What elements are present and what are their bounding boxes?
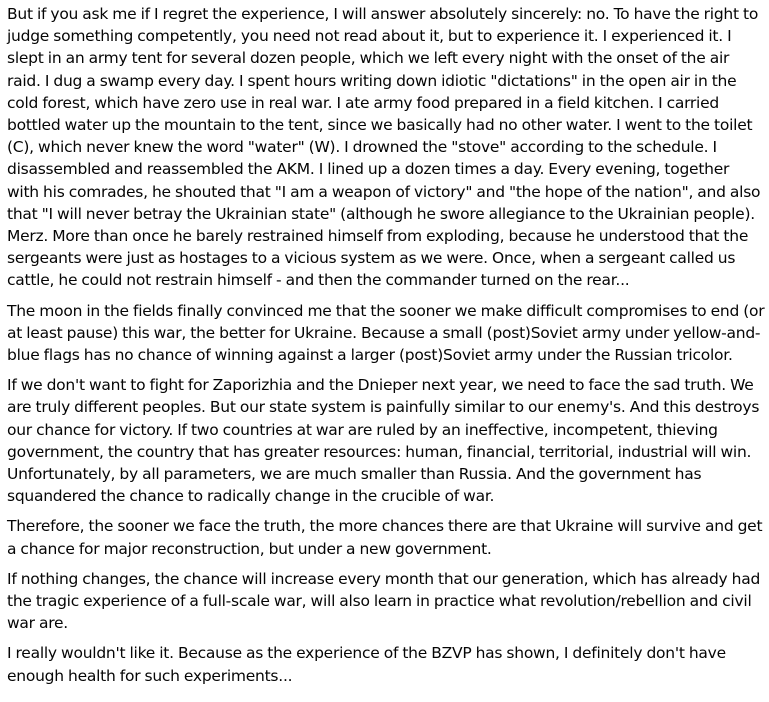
post-paragraph: The moon in the fields finally convinced me that the sooner we make difficult compromises to end (or at least pause) this war, the better for Ukraine. Because a small (post)Soviet army under yellow-and-blue flags has no chance of winning against a larger (post)Soviet army under the Russian tricolor. — [7, 301, 765, 365]
post-paragraph: Therefore, the sooner we face the truth, the more chances there are that Ukraine will survive and get a chance for major reconstruction, but under a new government. — [7, 517, 763, 558]
post-paragraph: If nothing changes, the chance will increase every month that our generation, which has already had the tragic experience of a full-scale war, will also learn in practice what revolution/rebellion and civil war are. — [7, 569, 761, 633]
post-paragraph: If we don't want to fight for Zaporizhia and the Dnieper next year, we need to face the sad truth. We are truly different peoples. But our state system is painfully similar to our enemy's. And this destroys our chance for victory. If two countries at war are ruled by an ineffective, incompetent, thieving government, the country that has greater resources: human, financial, territorial, industrial will win. Unfortunately, by all parameters, we are much smaller than Russia. And the government has squandered the chance to radically change in the crucible of war. — [7, 376, 760, 506]
post-paragraph: But if you ask me if I regret the experience, I will answer absolutely sincerely: no. To have the right to judge something competently, you need not read about it, but to experience it. I experienced it. I slept in an army tent for several dozen people, which we left every night with the onset of the air raid. I dug a swamp every day. I spent hours writing down idiotic "dictations" in the open air in the cold forest, which have zero use in real war. I ate army food prepared in a field kitchen. I carried bottled water up the mountain to the tent, since we basically had no other water. I went to the toilet (C), which never knew the word "water" (W). I drowned the "stove" according to the schedule. I disassembled and reassembled the AKM. I lined up a dozen times a day. Every evening, together with his comrades, he shouted that "I am a weapon of victory" and "the hope of the nation", and also that "I will never betray the Ukrainian state" (although he swore allegiance to the Ukrainian people). Merz. More than once he barely restrained himself from exploding, because he understood that the sergeants were just as hostages to a vicious system as we were. Once, when a sergeant called us cattle, he could not restrain himself - and then the commander turned on the rear... — [7, 5, 761, 290]
post-paragraph: I really wouldn't like it. Because as the experience of the BZVP has shown, I definitely don't have enough health for such experiments... — [7, 644, 726, 685]
